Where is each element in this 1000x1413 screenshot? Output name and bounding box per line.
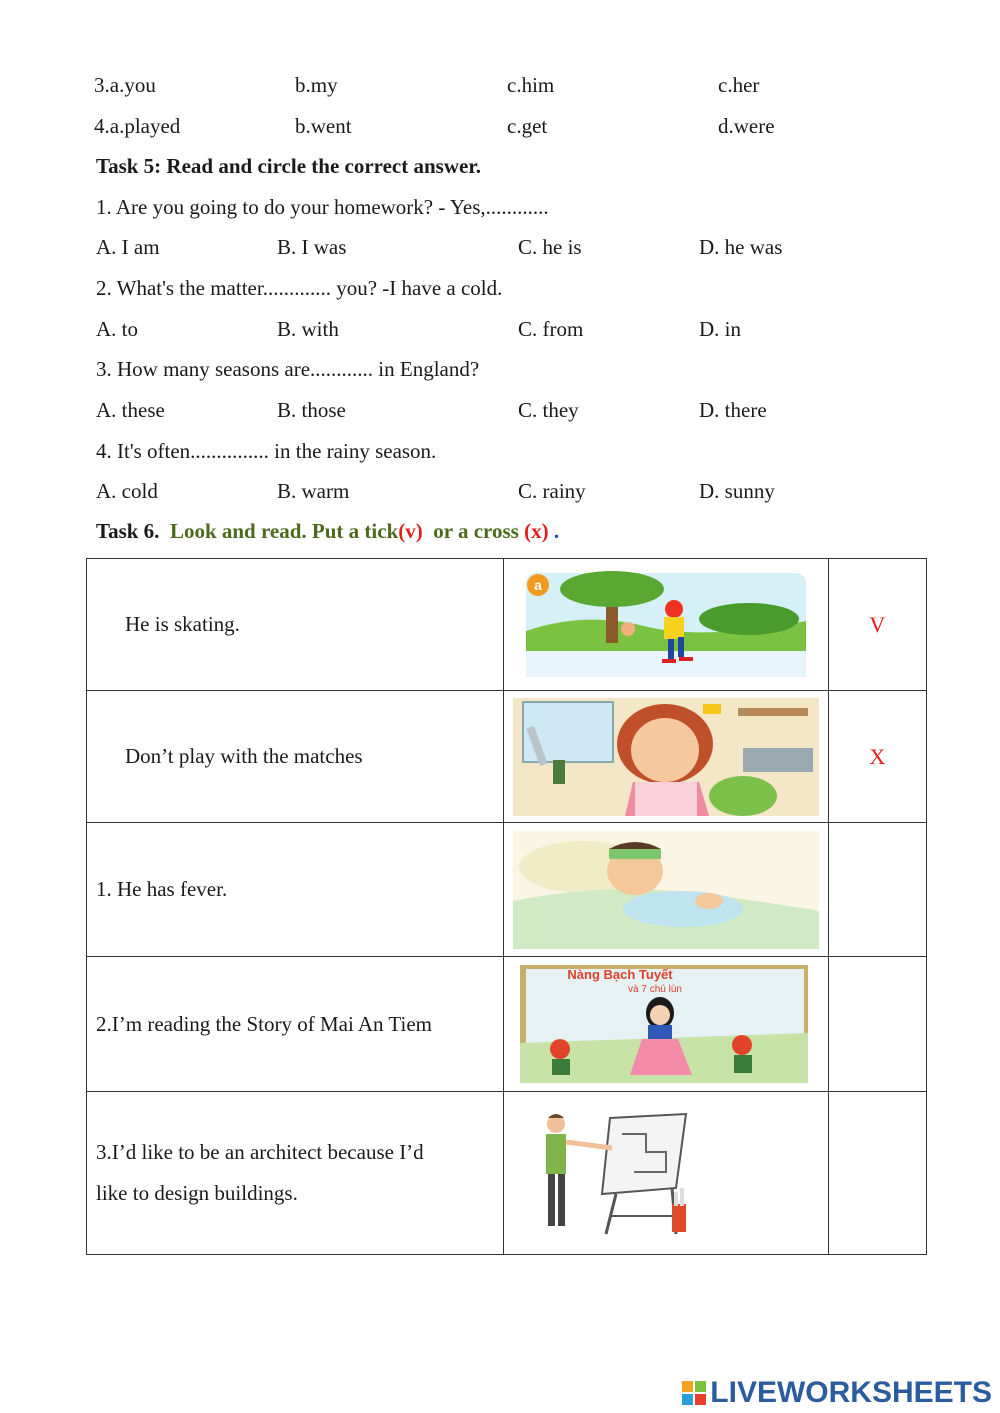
snow-white-book-picture — [520, 963, 812, 1085]
answer-cell[interactable]: V — [828, 559, 926, 691]
option-c[interactable]: C. they — [518, 398, 579, 422]
answer-cell[interactable] — [828, 1092, 926, 1255]
option[interactable]: c.her — [718, 73, 760, 97]
table-row — [87, 559, 927, 691]
question-1 — [0, 192, 1000, 222]
option-d[interactable]: D. there — [699, 398, 767, 422]
question-4 — [0, 436, 1000, 466]
task6-table — [86, 558, 927, 1255]
task6-instruction: Look and read. Put a tick — [169, 519, 399, 543]
table-row — [87, 1092, 927, 1255]
option-b[interactable]: B. warm — [277, 479, 350, 503]
option-b[interactable]: B. I was — [277, 235, 347, 259]
option[interactable]: 4.a.played — [94, 114, 181, 138]
option-d[interactable]: D. in — [699, 317, 741, 341]
liveworksheets-logo[interactable] — [682, 1376, 992, 1410]
sentence-cell — [87, 957, 504, 1092]
option-c[interactable]: C. from — [518, 317, 584, 341]
task5-title: Task 5: Read and circle the correct answer. — [96, 154, 481, 178]
table-row — [87, 957, 927, 1092]
question-2 — [0, 273, 1000, 303]
boy-skating-picture — [524, 571, 808, 679]
picture-cell — [503, 1092, 828, 1255]
task6-cross-symbol: (x) — [524, 519, 549, 543]
question-3 — [0, 354, 1000, 384]
picture-cell — [503, 559, 828, 691]
book-title: Nàng Bạch Tuyết — [567, 967, 673, 982]
liveworksheets-icon — [682, 1381, 706, 1405]
question-text: 1. Are you going to do your homework? - Yes,............ — [96, 195, 549, 219]
option[interactable]: c.get — [507, 114, 548, 138]
sentence-cell — [87, 691, 504, 823]
sentence-text-line-2: like to design buildings. — [96, 1181, 298, 1205]
task6-tick-symbol: (v) — [398, 519, 423, 543]
picture-cell — [503, 691, 828, 823]
sentence-cell — [87, 1092, 504, 1255]
logo-text: LIVEWORKSHEETS — [710, 1376, 992, 1409]
option-b[interactable]: B. with — [277, 317, 339, 341]
task6-dot: . — [553, 519, 560, 543]
task6-instruction-middle: or a cross — [433, 519, 519, 543]
question-text: 2. What's the matter............. you? -I have a cold. — [96, 276, 503, 300]
sentence-text-line-1: 3.I’d like to be an architect because I’d — [96, 1140, 424, 1164]
option[interactable]: 3.a.you — [94, 73, 156, 97]
question-text: 3. How many seasons are............ in England? — [96, 357, 480, 381]
prev-task-row-3 — [0, 70, 1000, 100]
table-row — [87, 823, 927, 957]
sentence-text: 1. He has fever. — [96, 877, 228, 901]
question-4-options — [0, 476, 1000, 506]
option-a[interactable]: A. I am — [96, 235, 160, 259]
option[interactable]: c.him — [507, 73, 555, 97]
boy-in-bed-picture — [513, 831, 819, 949]
sentence-cell — [87, 559, 504, 691]
answer-cell[interactable] — [828, 957, 926, 1092]
option-a[interactable]: A. these — [96, 398, 165, 422]
answer-cell[interactable] — [828, 823, 926, 957]
option[interactable]: d.were — [718, 114, 775, 138]
option-b[interactable]: B. those — [277, 398, 346, 422]
question-2-options — [0, 314, 1000, 344]
option-d[interactable]: D. sunny — [699, 479, 775, 503]
option-d[interactable]: D. he was — [699, 235, 783, 259]
option[interactable]: b.my — [295, 73, 338, 97]
picture-badge: a — [533, 576, 542, 593]
option-a[interactable]: A. to — [96, 317, 138, 341]
girl-with-knife-picture — [513, 698, 819, 816]
sentence-text: He is skating. — [125, 612, 240, 636]
picture-cell — [503, 957, 828, 1092]
task6-title — [96, 516, 559, 546]
picture-cell — [503, 823, 828, 957]
architect-at-drafting-table-picture — [526, 1108, 696, 1238]
answer-cell[interactable]: X — [828, 691, 926, 823]
book-subtitle: và 7 chú lùn — [627, 984, 682, 995]
question-1-options — [0, 232, 1000, 262]
question-3-options — [0, 395, 1000, 425]
task6-label: Task 6. — [96, 519, 160, 543]
sentence-cell — [87, 823, 504, 957]
sentence-text: Don’t play with the matches — [125, 744, 363, 768]
option-c[interactable]: C. he is — [518, 235, 582, 259]
option-a[interactable]: A. cold — [96, 479, 158, 503]
option[interactable]: b.went — [295, 114, 352, 138]
prev-task-row-4 — [0, 111, 1000, 141]
sentence-text: 2.I’m reading the Story of Mai An Tiem — [96, 1011, 432, 1036]
question-text: 4. It's often............... in the rainy season. — [96, 439, 437, 463]
table-row — [87, 691, 927, 823]
option-c[interactable]: C. rainy — [518, 479, 586, 503]
